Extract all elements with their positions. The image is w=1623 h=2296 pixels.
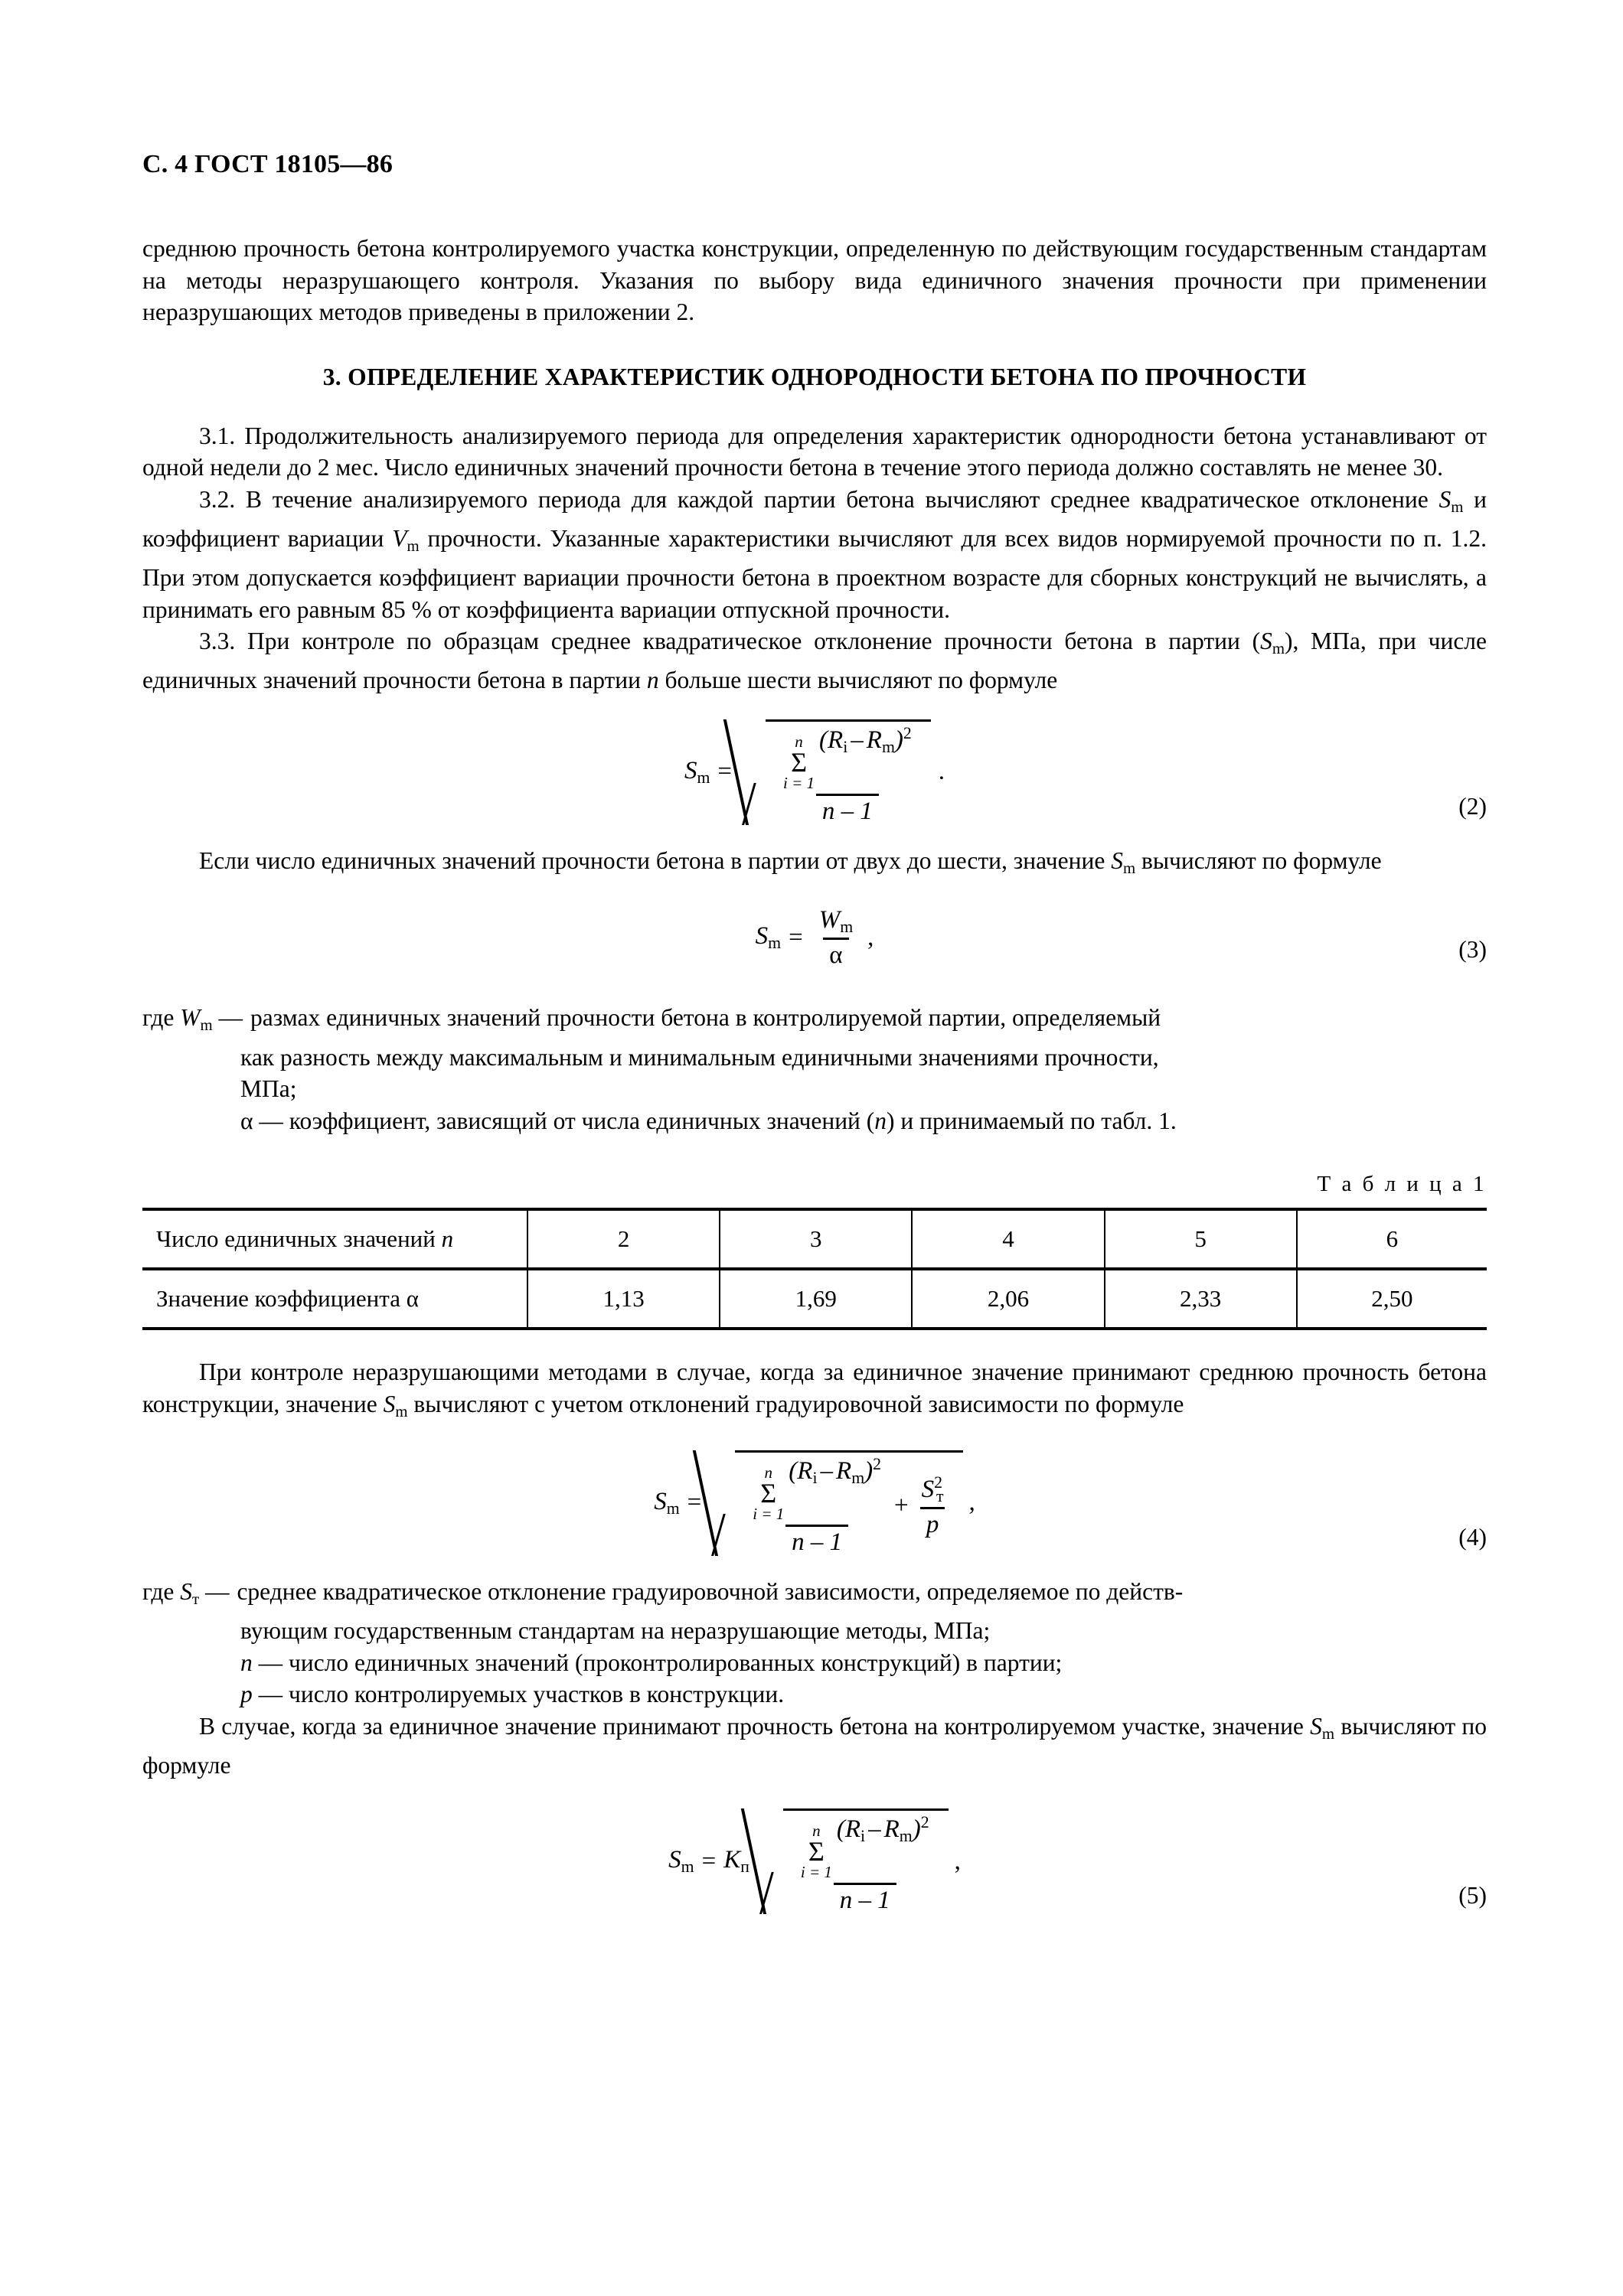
f3-fraction [813,907,859,969]
radical-icon [709,1450,735,1556]
f3-comma: , [867,923,874,951]
symbol-S-2: S [1260,628,1272,655]
f5-minus: – [868,1815,881,1844]
symbol-S-4: S [383,1390,396,1417]
f5-fraction [795,1814,936,1914]
table-1-caption: Т а б л и ц а 1 [1317,1172,1487,1197]
f3-numerator [813,907,859,938]
def-W-line2: как разность между максимальным и минимальным единичными значениями прочности, [240,1043,1159,1071]
f5-sqrt [757,1808,949,1914]
formula-4-lhs [654,1488,679,1518]
f2-power: 2 [903,723,912,742]
f5-power: 2 [920,1813,929,1832]
summation-icon [801,1823,832,1880]
f5-comma: , [954,1847,961,1875]
symbol-sub-m-2: m [407,536,420,555]
f3-W-sub: m [840,917,854,936]
f4-expression [789,1455,882,1488]
f5-K-symbol: K [723,1846,741,1874]
f4-plus: + [894,1491,909,1519]
f3-denominator: α [823,938,848,969]
def-W-sub: m [200,1016,213,1035]
symbol-S: S [1438,485,1452,513]
f2-R1: R [828,726,844,754]
f5-R1: R [844,1815,861,1844]
f2-paren-open: ( [819,726,828,754]
table-row [142,1209,1487,1269]
f4-sqrt [709,1450,962,1556]
f5-equals: = [701,1847,717,1875]
definitions-formula-3 [142,1002,1487,1137]
f2-minus: – [851,726,864,754]
after-f2-text-a: Если число единичных значений прочности бетона в партии от двух до шести, значение [199,846,1112,874]
formula-4 [142,1450,1487,1556]
table-cell: 5 [1105,1209,1297,1269]
symbol-sub-m-3: m [1272,639,1285,657]
table-cell: 6 [1297,1209,1487,1269]
symbol-sub-m-4: m [1122,859,1136,877]
after-f2-text-b: вычисляют по формуле [1135,846,1382,874]
table-cell: 2,50 [1297,1269,1487,1329]
f4-paren-open: ( [789,1457,798,1486]
equation-number-3: (3) [1458,936,1487,964]
definition-p [240,1678,1487,1711]
f4-St-sub: т [936,1486,944,1505]
paragraph-after-table [142,1356,1487,1427]
f4-R2: R [836,1457,852,1486]
table-cell: 2 [527,1209,720,1269]
f2-S-sub: m [697,768,710,787]
def-W-dash: — [218,1004,243,1032]
page-content [142,150,1487,1934]
equation-number-2: (2) [1458,792,1487,820]
f3-W: W [818,905,841,934]
f2-denominator: n – 1 [816,794,879,825]
f5-R1-sub: i [860,1827,866,1846]
section-heading: 3. ОПРЕДЕЛЕНИЕ ХАРАКТЕРИСТИК ОДНОРОДНОСТИ БЕТОНА ПО ПРОЧНОСТИ [322,363,1307,390]
f5-sigma: Σ [808,1836,825,1867]
f4-sum-lower: i = 1 [753,1505,785,1524]
f4-numerator [746,1456,887,1525]
definition-alpha [240,1105,1487,1137]
f2-R2-sub: m [881,738,895,756]
f2-fraction [777,725,918,825]
paragraph-after-formula-2 [142,845,1487,884]
row-1-label-var: α [406,1285,419,1313]
row-0-label-var: n [441,1225,454,1253]
f2-R2: R [866,726,882,754]
f2-sigma: Σ [791,746,808,778]
clause-3-2-text-a: 3.2. В течение анализируемого периода для каждой партии бетона вычисляют среднее квадратическое отклонение [199,485,1439,513]
f5-sum-lower: i = 1 [800,1863,832,1882]
formula-2 [142,719,1487,825]
f2-period: . [938,758,945,786]
f3-S: S [755,922,769,951]
def-alpha-var: n [874,1107,887,1134]
f4-R1-sub: i [812,1469,818,1488]
def-p-symbol: p [240,1681,253,1707]
f4-R1: R [797,1457,813,1486]
clause-3-3-text-c: больше шести вычисляют по формуле [658,667,1058,694]
formula-5-math [668,1808,961,1914]
after-table-text-a: При контроле неразрушающими методами в случае, когда за единичное значение принимают среднюю прочность бетона конструкции, значение [142,1358,1487,1417]
clause-3-1: 3.1. Продолжительность анализируемого периода для определения характеристик однородности бетона устанавливают от одной недели до 2 мес. Число единичных значений прочности бетона в течение этого периода должно составлять не менее 30. [142,422,1487,481]
f2-paren-close: ) [894,726,903,754]
def-p-text: число контролируемых участков в конструкции. [289,1681,785,1707]
def-W-line3: МПа; [240,1075,297,1103]
def-n-dash: — [258,1649,283,1676]
symbol-sub-m-5: m [395,1402,408,1420]
f5-S: S [668,1846,681,1874]
f4-R2-sub: m [851,1469,865,1488]
clause-3-3-text-b: ), МПа, при числе единичных значений прочности бетона в партии [142,628,1487,694]
f5-radicand [783,1808,949,1914]
f2-radicand [766,719,931,825]
formula-4-math [654,1450,975,1556]
formula-3-lhs [756,922,781,953]
def-n-text: число единичных значений (проконтролированных конструкций) в партии; [289,1649,1063,1676]
formula-2-lhs [684,757,710,788]
symbol-V: V [392,524,407,552]
table-cell: 2,06 [912,1269,1104,1329]
formula-2-math [684,719,945,825]
radical-icon [757,1808,783,1914]
def-St-line1: среднее квадратическое отклонение градуировочной зависимости, определяемое по действ- [237,1577,1184,1605]
f4-St: S [921,1475,935,1503]
f4-power: 2 [873,1455,882,1474]
f4-sigma: Σ [760,1478,777,1509]
f4-sum-upper: n [764,1463,773,1482]
before-f5-text-b: вычисляют по формуле [142,1712,1487,1779]
def-St-sub: т [191,1590,200,1608]
f5-R2-sub: m [899,1827,913,1846]
table-cell: 1,13 [527,1269,720,1329]
def-p-dash: — [258,1681,283,1707]
f2-equals: = [717,758,733,786]
definition-lead-where [142,1002,250,1041]
f4-num-2 [916,1474,950,1507]
f4-radicand [735,1450,962,1556]
after-table-text-b: вычисляют с учетом отклонений градуировочной зависимости по формуле [407,1390,1184,1417]
clause-3-2-text-c: прочности. Указанные характеристики вычисляют для всех видов нормируемой прочности по п. 1.2. При этом допускается коэффициент вариации прочности бетона в проектном возрасте для сборных конструкций не вычислять, а принимать его равным 85 % от коэффициента вариации отпускной прочности. [142,524,1487,623]
table-cell: 3 [720,1209,912,1269]
equation-number-5: (5) [1458,1881,1487,1909]
clause-3-2 [142,484,1487,626]
formula-4-block [142,1450,1487,1556]
symbol-n: n [646,667,659,694]
definition-W [142,1002,1487,1041]
f5-paren-close: ) [912,1815,921,1844]
def-St-symbol: S [180,1577,192,1605]
table-cell: 4 [912,1209,1104,1269]
def-W-symbol: W [180,1004,201,1032]
f2-sum-upper: n [795,732,803,751]
formula-2-block [142,719,1487,825]
f3-S-sub: m [768,934,782,953]
where-label-2: где [142,1577,175,1605]
f2-numerator [777,725,918,794]
row-0-label-text: Число единичных значений [156,1225,442,1253]
formula-5-lhs [668,1846,694,1877]
f5-K-sub: п [740,1857,749,1877]
formula-5-block [142,1808,1487,1914]
formula-5 [142,1808,1487,1914]
equation-number-4: (4) [1458,1523,1487,1551]
summation-icon [783,734,815,791]
f5-numerator [795,1814,936,1883]
clause-3-3-text-a: 3.3. При контроле по образцам среднее квадратическое отклонение прочности бетона в партии ( [199,628,1261,655]
clause-3-2-text-b: и коэффициент вариации [142,485,1487,552]
f5-R2: R [883,1815,900,1844]
f4-minus: – [820,1457,834,1486]
table-row-label [142,1209,527,1269]
f4-fraction [746,1456,887,1556]
f5-denominator: n – 1 [834,1883,896,1914]
radical-icon [740,719,766,825]
symbol-S-3: S [1111,846,1123,874]
f2-sqrt [740,719,931,825]
formula-3 [142,907,1487,969]
def-alpha-text: коэффициент, зависящий от числа единичных значений ( [289,1107,875,1134]
row-1-label-text: Значение коэффициента [156,1285,407,1313]
definition-n [240,1647,1487,1679]
f4-den-2 [920,1507,945,1538]
definition-St [142,1576,1487,1615]
clause-3-3 [142,625,1487,696]
symbol-S-5: S [1310,1712,1322,1740]
f4-S: S [654,1487,667,1515]
f5-paren-open: ( [836,1815,845,1844]
f4-St-sup: 2 [934,1473,943,1492]
def-W-line1: размах единичных значений прочности бетона в контролируемой партии, определяемый [250,1004,1161,1032]
f2-S: S [684,756,697,784]
def-alpha-dash: — [259,1107,283,1134]
def-alpha-text-end: ) и принимаемый по табл. 1. [887,1107,1177,1134]
table-cell: 1,69 [720,1269,912,1329]
f2-sum-lower: i = 1 [783,773,815,792]
f5-expression [836,1813,929,1846]
f4-paren-close: ) [864,1457,874,1486]
symbol-sub-m: m [1451,497,1464,516]
paragraph-before-formula-5 [142,1711,1487,1782]
f4-S-sub: m [666,1499,680,1518]
f2-expression [819,723,912,756]
table-cell: 2,33 [1105,1269,1297,1329]
table-row [142,1269,1487,1329]
f5-S-sub: m [681,1857,694,1877]
table-row-label [142,1269,527,1329]
def-n-symbol: n [240,1649,253,1676]
f2-R1-sub: i [843,738,848,756]
table-1 [142,1208,1487,1330]
definitions-formula-4 [142,1576,1487,1711]
page-header: С. 4 ГОСТ 18105—86 [142,150,394,178]
symbol-sub-m-6: m [1321,1724,1335,1743]
formula-3-block [142,907,1487,969]
f4-p: p [926,1510,939,1538]
def-St-dash: — [204,1577,230,1605]
where-label: где [142,1004,175,1032]
summation-icon [753,1465,784,1522]
intro-paragraph: среднюю прочность бетона контролируемого участка конструкции, определенную по действующим государственным стандартам на методы неразрушающего контроля. Указания по выбору вида единичного значения прочности при применении неразрушающих методов приведены в приложении 2. [142,235,1487,325]
f4-comma: , [968,1489,975,1517]
f4-fraction-2 [916,1474,950,1538]
f4-denominator: n – 1 [785,1525,848,1556]
definition-lead-where-2 [142,1576,237,1615]
f5-K [723,1846,749,1877]
def-alpha-symbol: α [240,1107,253,1134]
before-f5-text-a: В случае, когда за единичное значение принимают прочность бетона на контролируемом участке, значение [199,1712,1311,1740]
def-St-line2: вующим государственным стандартам на неразрушающие методы, МПа; [240,1617,991,1644]
formula-3-math [756,907,874,969]
f4-equals: = [687,1489,702,1517]
f5-sum-upper: n [812,1821,821,1841]
f3-equals: = [789,923,803,951]
